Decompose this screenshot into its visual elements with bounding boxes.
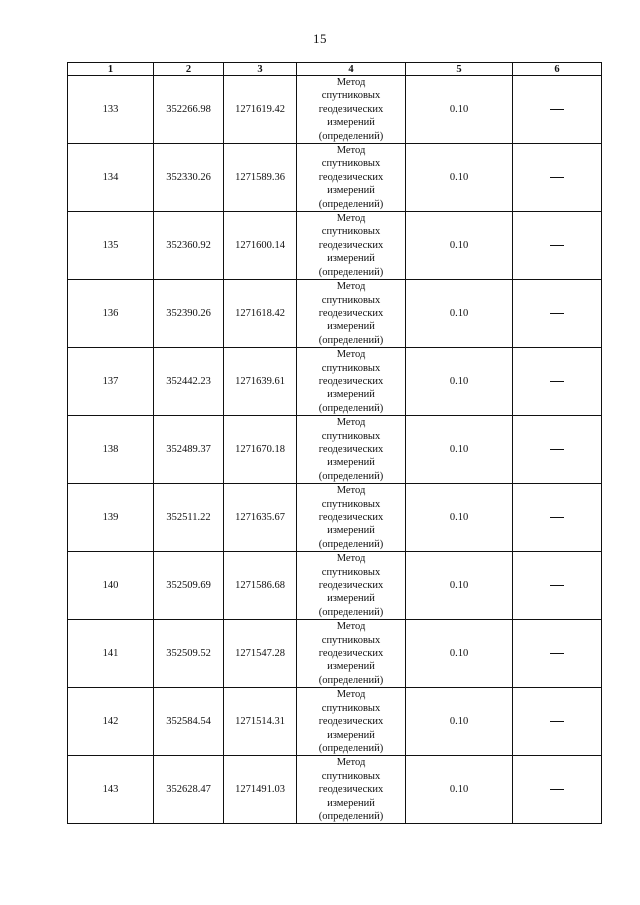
method-line: измерений [327,389,375,401]
x-coordinate-cell: 352628.47 [154,756,224,824]
y-coordinate-cell: 1271491.03 [224,756,297,824]
table-header [68,63,602,76]
note-cell [513,76,602,144]
accuracy-cell: 0.10 [406,280,513,348]
method-line: Метод [336,689,366,701]
note-text [564,444,565,445]
note-cell [513,280,602,348]
dash-mark [550,789,564,790]
method-line: (определений) [318,742,384,754]
method-line: (определений) [318,130,384,142]
method-line: геодезических [318,375,384,387]
method-cell [297,620,406,688]
method-line: измерений [327,729,375,741]
note-text [564,648,565,649]
point-number-cell: 134 [68,144,154,212]
table-row [68,76,602,144]
table-row [68,620,602,688]
accuracy-cell: 0.10 [406,620,513,688]
note-cell [513,348,602,416]
method-line: Метод [336,281,366,293]
method-cell [297,416,406,484]
header-row [68,63,602,76]
header-col-1: 1 [68,63,154,76]
note-text [564,716,565,717]
dash-mark [550,381,564,382]
method-line: (определений) [318,334,384,346]
method-line: (определений) [318,198,384,210]
method-line: Метод [336,213,366,225]
method-line: измерений [327,117,375,129]
table-row [68,756,602,824]
note-cell [513,620,602,688]
point-number-cell: 141 [68,620,154,688]
note-text [564,308,565,309]
note-text [564,512,565,513]
method-line: геодезических [318,784,384,796]
method-line: спутниковых [321,226,381,238]
x-coordinate-cell: 352511.22 [154,484,224,552]
point-number-cell: 139 [68,484,154,552]
method-line: спутниковых [321,158,381,170]
method-line: Метод [336,485,366,497]
table-body [68,76,602,824]
x-coordinate-cell: 352509.52 [154,620,224,688]
method-line: геодезических [318,648,384,660]
method-line: геодезических [318,239,384,251]
method-line: спутниковых [321,294,381,306]
method-line: спутниковых [321,702,381,714]
dash-mark [550,313,564,314]
x-coordinate-cell: 352489.37 [154,416,224,484]
y-coordinate-cell: 1271589.36 [224,144,297,212]
header-col-4: 4 [297,63,406,76]
coordinates-table [67,62,602,824]
table-row [68,212,602,280]
dash-mark [550,245,564,246]
dash-mark [550,585,564,586]
method-line: геодезических [318,443,384,455]
accuracy-cell: 0.10 [406,756,513,824]
method-line: спутниковых [321,362,381,374]
method-line: спутниковых [321,430,381,442]
method-line: измерений [327,321,375,333]
method-line: (определений) [318,266,384,278]
table-row [68,348,602,416]
method-line: спутниковых [321,634,381,646]
method-line: Метод [336,349,366,361]
table-row [68,688,602,756]
note-text [564,240,565,241]
method-line: Метод [336,553,366,565]
method-cell [297,280,406,348]
method-line: (определений) [318,674,384,686]
method-line: Метод [336,417,366,429]
table-row [68,552,602,620]
header-col-3: 3 [224,63,297,76]
y-coordinate-cell: 1271547.28 [224,620,297,688]
method-line: геодезических [318,103,384,115]
point-number-cell: 138 [68,416,154,484]
header-col-6: 6 [513,63,602,76]
note-text [564,784,565,785]
header-col-5: 5 [406,63,513,76]
method-line: измерений [327,253,375,265]
method-line: геодезических [318,171,384,183]
accuracy-cell: 0.10 [406,484,513,552]
method-line: геодезических [318,512,384,523]
accuracy-cell: 0.10 [406,76,513,144]
note-text [564,172,565,173]
method-cell [297,552,406,620]
note-cell [513,552,602,620]
accuracy-cell: 0.10 [406,688,513,756]
method-line: измерений [327,797,375,809]
method-cell [297,484,406,552]
table-row [68,484,602,552]
method-line: спутниковых [321,566,381,578]
table-row [68,280,602,348]
point-number-cell: 140 [68,552,154,620]
point-number-cell: 142 [68,688,154,756]
y-coordinate-cell: 1271586.68 [224,552,297,620]
note-text [564,580,565,581]
y-coordinate-cell: 1271618.42 [224,280,297,348]
x-coordinate-cell: 352584.54 [154,688,224,756]
x-coordinate-cell: 352360.92 [154,212,224,280]
page-number: 15 [313,31,327,46]
method-cell [297,348,406,416]
method-line: спутниковых [321,770,381,782]
method-cell [297,212,406,280]
method-line: Метод [336,757,366,769]
x-coordinate-cell: 352330.26 [154,144,224,212]
method-cell [297,76,406,144]
method-line: (определений) [318,538,384,550]
table-row [68,144,602,212]
method-line: геодезических [318,580,384,592]
accuracy-cell: 0.10 [406,552,513,620]
dash-mark [550,177,564,178]
x-coordinate-cell: 352442.23 [154,348,224,416]
method-line: спутниковых [321,498,381,510]
method-line: измерений [327,593,375,605]
accuracy-cell: 0.10 [406,144,513,212]
dash-mark [550,721,564,722]
method-line: геодезических [318,716,384,728]
note-text [564,376,565,377]
note-cell [513,212,602,280]
x-coordinate-cell: 352509.69 [154,552,224,620]
method-line: Метод [336,145,366,157]
method-line: (определений) [318,470,384,482]
method-line: измерений [327,525,375,537]
point-number-cell: 143 [68,756,154,824]
method-cell [297,756,406,824]
method-line: геодезических [318,307,384,319]
table-row [68,416,602,484]
x-coordinate-cell: 352390.26 [154,280,224,348]
y-coordinate-cell: 1271635.67 [224,484,297,552]
note-cell [513,144,602,212]
method-line: Метод [336,621,366,633]
method-cell [297,688,406,756]
method-line: (определений) [318,606,384,618]
accuracy-cell: 0.10 [406,416,513,484]
dash-mark [550,517,564,518]
note-cell [513,484,602,552]
note-cell [513,688,602,756]
y-coordinate-cell: 1271619.42 [224,76,297,144]
y-coordinate-cell: 1271514.31 [224,688,297,756]
point-number-cell: 135 [68,212,154,280]
method-line: Метод [336,77,366,88]
method-line: измерений [327,185,375,197]
accuracy-cell: 0.10 [406,212,513,280]
accuracy-cell: 0.10 [406,348,513,416]
y-coordinate-cell: 1271600.14 [224,212,297,280]
note-cell [513,756,602,824]
note-cell [513,416,602,484]
method-line: измерений [327,457,375,469]
method-line: (определений) [318,810,384,822]
note-text [564,104,565,105]
x-coordinate-cell: 352266.98 [154,76,224,144]
dash-mark [550,653,564,654]
y-coordinate-cell: 1271639.61 [224,348,297,416]
method-line: измерений [327,661,375,673]
point-number-cell: 137 [68,348,154,416]
method-cell [297,144,406,212]
point-number-cell: 136 [68,280,154,348]
header-col-2: 2 [154,63,224,76]
dash-mark [550,449,564,450]
method-line: спутниковых [321,90,381,102]
y-coordinate-cell: 1271670.18 [224,416,297,484]
point-number-cell: 133 [68,76,154,144]
dash-mark [550,109,564,110]
method-line: (определений) [318,402,384,414]
